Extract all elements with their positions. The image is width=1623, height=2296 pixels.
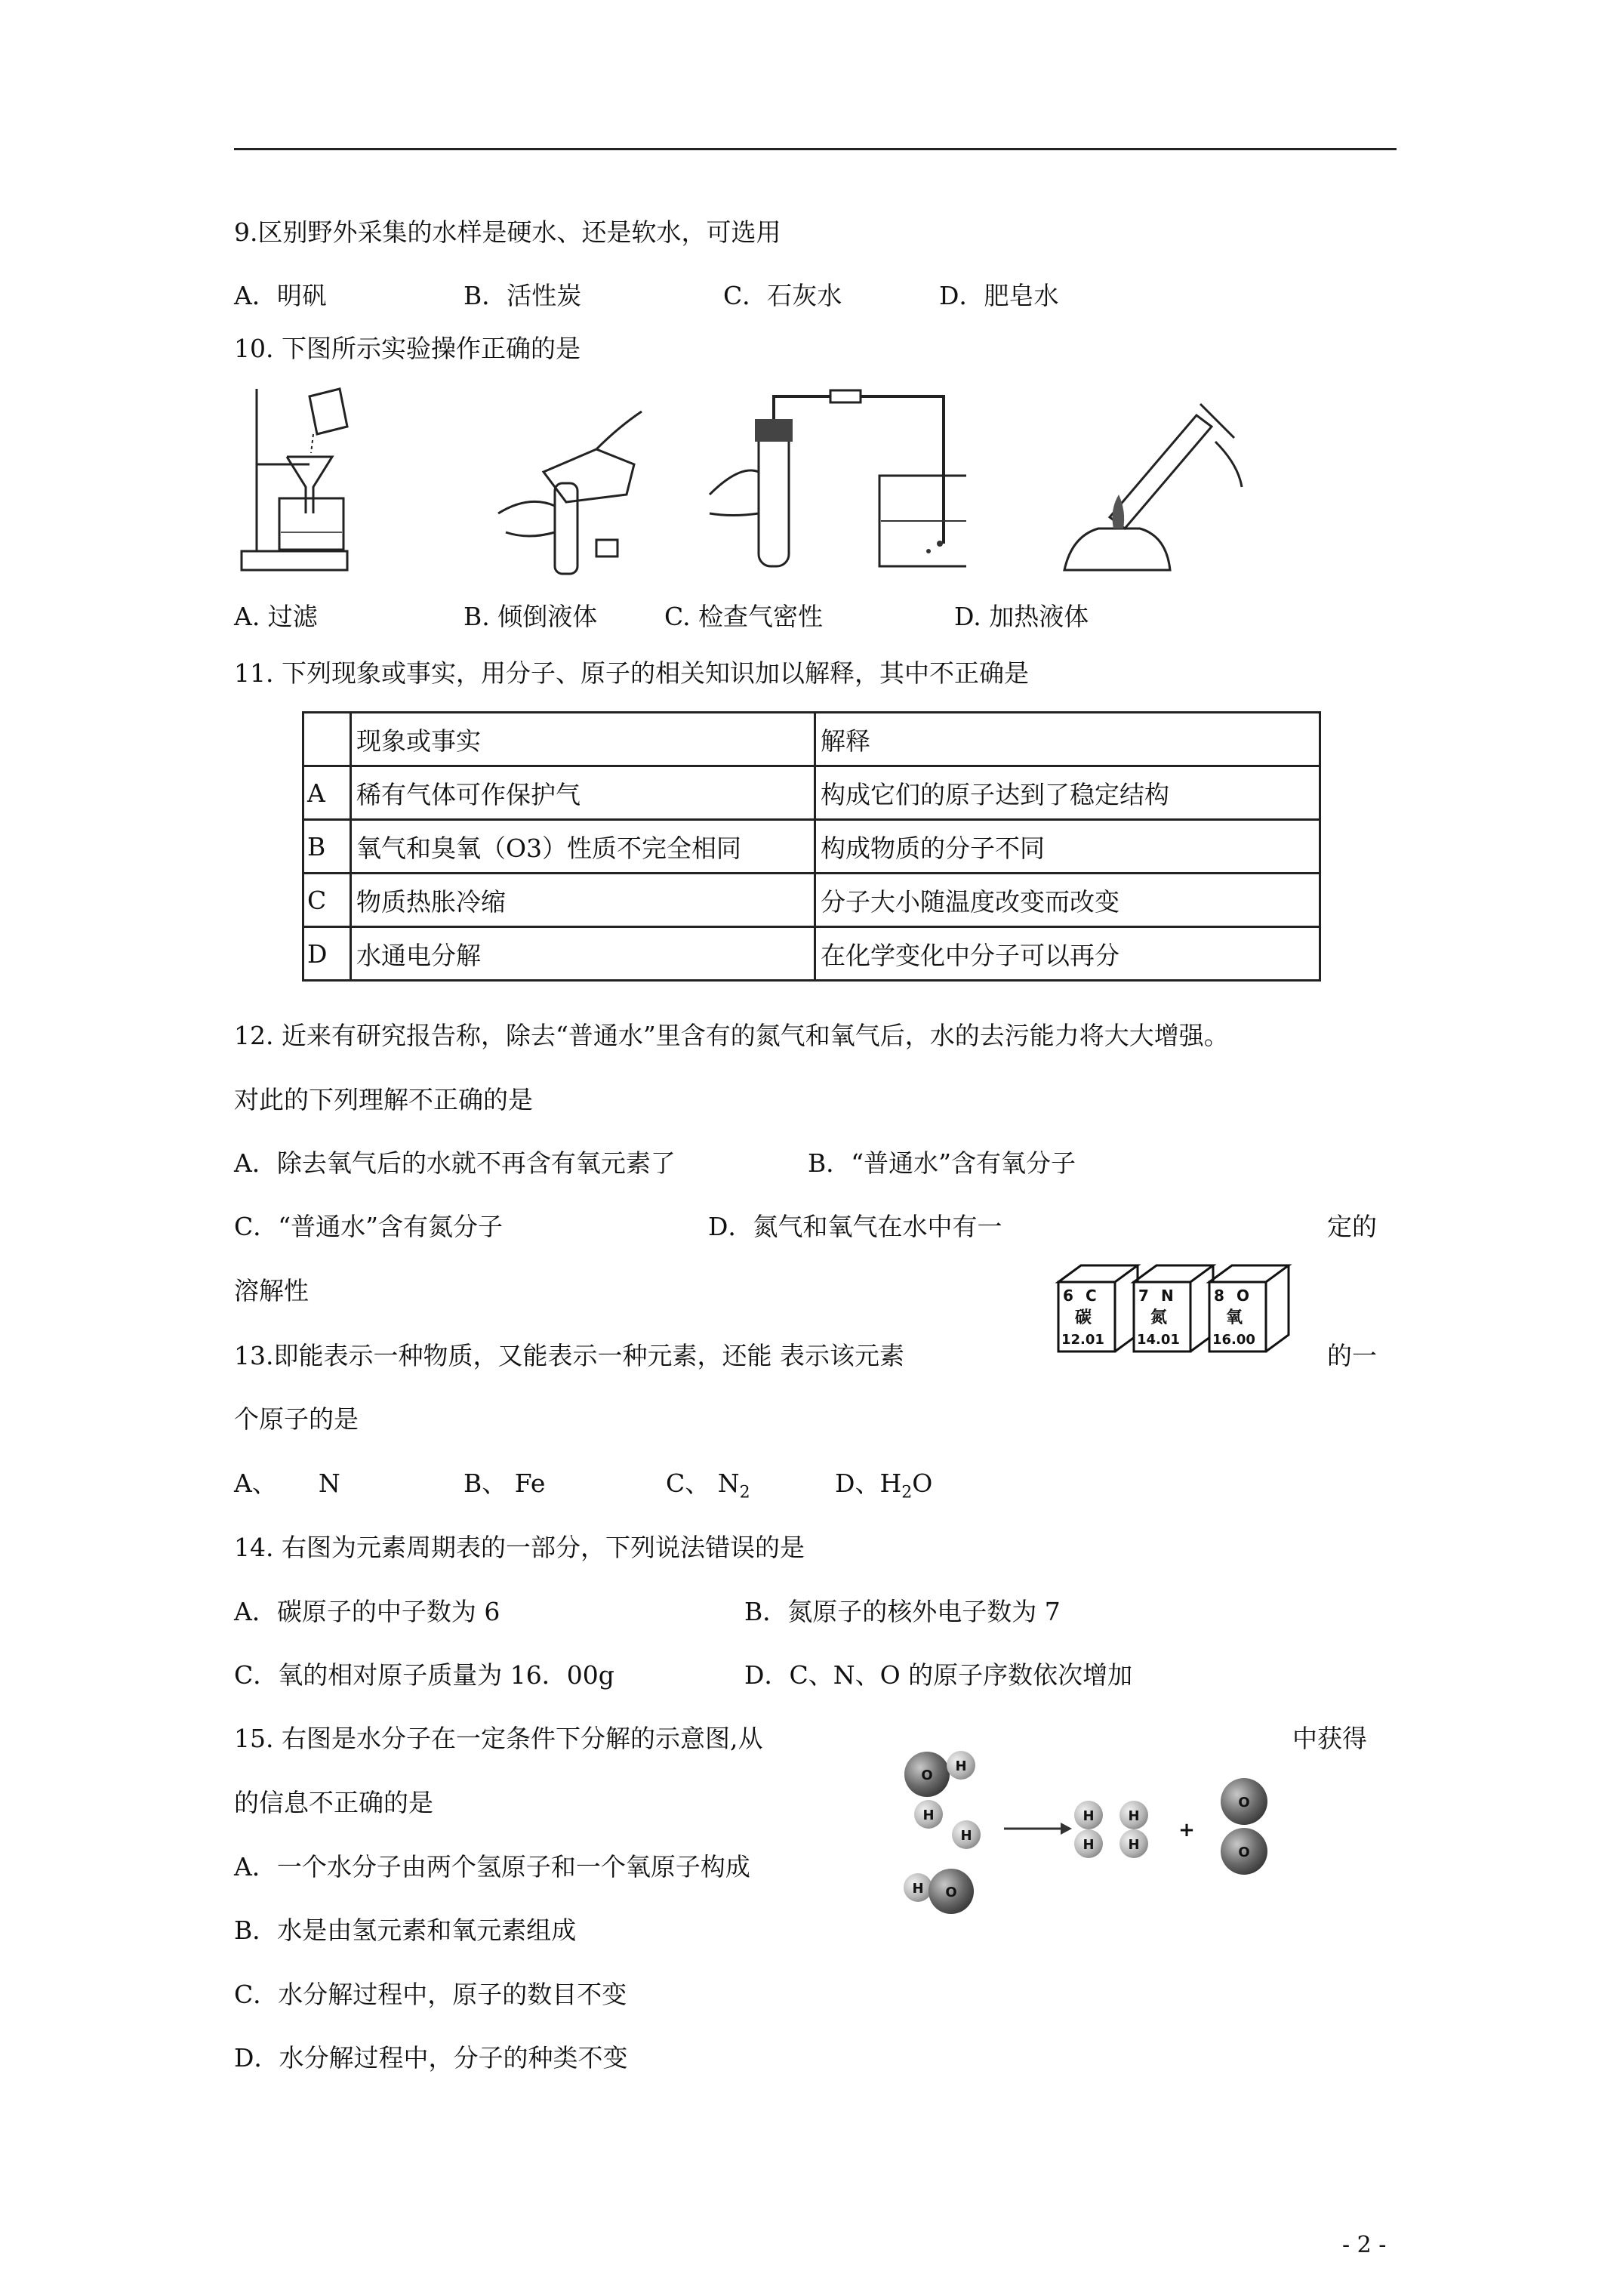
table-row — [303, 874, 1320, 927]
q12-stem-line2: 对此的下列理解不正确的是 — [234, 1085, 533, 1114]
q12-option-d: D．氮气和氧气在水中有一 — [708, 1212, 1002, 1241]
airtightness-figure — [702, 381, 966, 578]
table-cell: B — [303, 820, 351, 874]
element-name: 氧 — [1226, 1308, 1243, 1327]
table-cell — [303, 713, 351, 766]
q10-caption-b: B. 倾倒液体 — [463, 602, 598, 631]
q15-option-a: A．一个水分子由两个氢原子和一个氧原子构成 — [234, 1852, 750, 1881]
table-cell: 构成它们的原子达到了稳定结构 — [815, 766, 1320, 820]
q13-option-a: A、 N — [234, 1469, 340, 1498]
table-row — [303, 927, 1320, 981]
q9-stem: 9.区别野外采集的水样是硬水、还是软水，可选用 — [234, 217, 781, 247]
q11-stem: 11. 下列现象或事实，用分子、原子的相关知识加以解释，其中不正确是 — [234, 658, 1029, 688]
table-cell: A — [303, 766, 351, 820]
element-mass: 16.00 — [1212, 1332, 1255, 1348]
q12-option-a: A．除去氧气后的水就不再含有氧元素了 — [234, 1148, 676, 1178]
q15-option-c: C．水分解过程中，原子的数目不变 — [234, 1980, 627, 2009]
element-symbol: N — [1161, 1287, 1174, 1305]
water-decomposition-figure — [891, 1737, 1291, 1925]
svg-text:H: H — [955, 1758, 967, 1774]
element-mass: 14.01 — [1137, 1332, 1180, 1348]
svg-text:H: H — [1083, 1837, 1095, 1853]
svg-text:O: O — [945, 1885, 957, 1900]
q9-option-c: C．石灰水 — [723, 281, 842, 310]
element-symbol: O — [1236, 1287, 1250, 1305]
table-header-explanation: 解释 — [815, 713, 1320, 766]
table-cell: 分子大小随温度改变而改变 — [815, 874, 1320, 927]
filtration-figure — [234, 381, 355, 578]
q14-option-c: C．氧的相对原子质量为 16．00g — [234, 1660, 614, 1690]
arrow-head-icon — [1061, 1823, 1072, 1835]
q14-stem: 14. 右图为元素周期表的一部分，下列说法错误的是 — [234, 1533, 805, 1562]
table-row — [303, 766, 1320, 820]
q12-option-d-cont: 定的 — [1327, 1212, 1377, 1241]
q15-option-b: B．水是由氢元素和氧元素组成 — [234, 1915, 577, 1945]
table-cell: 水通电分解 — [351, 927, 815, 981]
q14-option-a: A．碳原子的中子数为 6 — [234, 1597, 500, 1626]
q9-option-a: A．明矾 — [234, 281, 327, 310]
q9-option-b: B．活性炭 — [463, 281, 582, 310]
q13-option-c: C、 $N_2$ — [666, 1469, 750, 1502]
svg-text:H: H — [912, 1881, 924, 1897]
plus-sign: + — [1178, 1819, 1195, 1841]
q13-option-b: B、 Fe — [463, 1469, 546, 1498]
svg-text:O: O — [1238, 1845, 1250, 1860]
table-cell: 物质热胀冷缩 — [351, 874, 815, 927]
q14-option-d: D．C、N、O 的原子序数依次增加 — [744, 1660, 1133, 1690]
q10-caption-c: C. 检查气密性 — [664, 602, 824, 631]
element-symbol: C — [1086, 1287, 1097, 1305]
table-cell: D — [303, 927, 351, 981]
element-name: 碳 — [1075, 1308, 1092, 1327]
svg-text:H: H — [1128, 1837, 1140, 1853]
svg-text:H: H — [922, 1808, 935, 1823]
table-cell: 构成物质的分子不同 — [815, 820, 1320, 874]
q13-stem: 13.即能表示一种物质，又能表示一种元素，还能 表示该元素 — [234, 1341, 904, 1370]
heating-figure — [1027, 381, 1246, 578]
q13-stem-cont: 的一 — [1327, 1341, 1377, 1370]
table-header-row — [303, 713, 1320, 766]
q10-caption-a: A. 过滤 — [234, 602, 318, 631]
q15-stem-cont: 中获得 — [1292, 1724, 1367, 1753]
header-rule — [234, 148, 1397, 150]
q10-caption-d: D. 加热液体 — [954, 602, 1089, 631]
q15-stem: 15. 右图是水分子在一定条件下分解的示意图,从 — [234, 1724, 763, 1753]
q15-option-d: D．水分解过程中，分子的种类不变 — [234, 2043, 628, 2073]
table-cell: 氧气和臭氧（O3）性质不完全相同 — [351, 820, 815, 874]
element-number: 7 — [1138, 1287, 1149, 1305]
q12-option-c: C．“普通水”含有氮分子 — [234, 1212, 503, 1241]
table-cell: 在化学变化中分子可以再分 — [815, 927, 1320, 981]
table-cell: C — [303, 874, 351, 927]
page-number: - 2 - — [1342, 2232, 1387, 2258]
element-number: 8 — [1214, 1287, 1224, 1305]
q11-table — [302, 711, 1321, 982]
q9-option-d: D．肥皂水 — [939, 281, 1059, 310]
element-number: 6 — [1063, 1287, 1073, 1305]
element-mass: 12.01 — [1061, 1332, 1104, 1348]
svg-text:O: O — [921, 1767, 933, 1783]
pouring-figure — [483, 381, 649, 578]
svg-text:H: H — [1128, 1808, 1140, 1824]
q12-stem-line1: 12. 近来有研究报告称，除去“普通水”里含有的氮气和氧气后，水的去污能力将大大增强。 — [234, 1021, 1229, 1050]
q12-option-b: B．“普通水”含有氧分子 — [808, 1148, 1076, 1178]
element-name: 氮 — [1150, 1308, 1168, 1327]
q10-stem: 10. 下图所示实验操作正确的是 — [234, 334, 581, 363]
table-header-phenomenon: 现象或事实 — [351, 713, 815, 766]
q15-stem-line2: 的信息不正确的是 — [234, 1788, 433, 1817]
periodic-table-figure — [1051, 1259, 1300, 1373]
q13-stem-line2: 个原子的是 — [234, 1404, 359, 1434]
table-row — [303, 820, 1320, 874]
svg-text:H: H — [1083, 1808, 1095, 1824]
q13-option-d: D、$H_2O$ — [835, 1469, 933, 1502]
table-cell: 稀有气体可作保护气 — [351, 766, 815, 820]
q12-option-d-tail: 溶解性 — [234, 1276, 309, 1305]
svg-text:H: H — [960, 1828, 972, 1844]
q14-option-b: B．氮原子的核外电子数为 7 — [744, 1597, 1061, 1626]
svg-text:O: O — [1238, 1795, 1250, 1811]
